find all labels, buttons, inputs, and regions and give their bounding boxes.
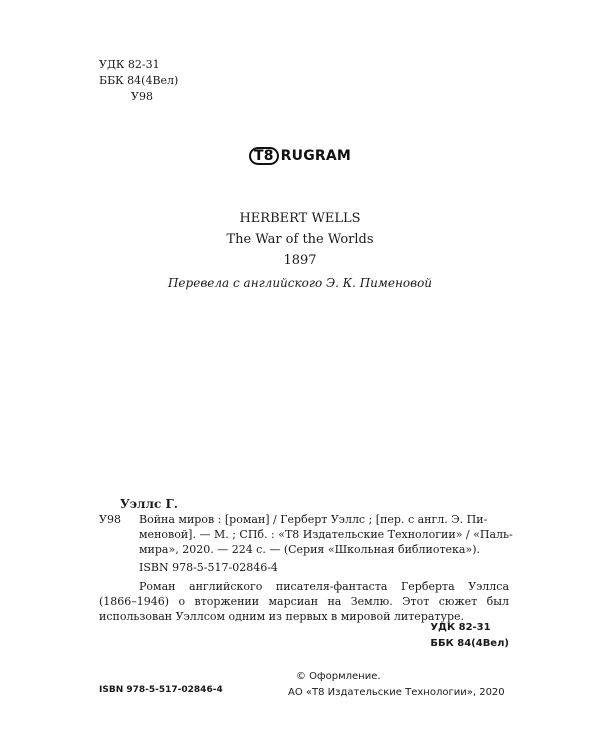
footer-isbn: ISBN 978-5-517-02846-4: [99, 685, 223, 695]
bibliographic-record: [99, 497, 513, 624]
bbk-code: ББК 84(4Вел): [99, 74, 179, 87]
classification-codes-footer: [430, 620, 509, 652]
biblio-line-2: меновой]. — М. ; СПб. : «Т8 Издательские Технологии» / «Паль-: [139, 528, 513, 541]
copyright-block: [288, 669, 505, 701]
author-mark: У98: [131, 90, 153, 103]
biblio-author: Уэллс Г.: [120, 497, 178, 511]
udk-code: УДК 82-31: [99, 58, 160, 71]
translator-credit: Перевела с английского Э. К. Пименовой: [167, 276, 433, 290]
biblio-main-row: [99, 512, 509, 527]
biblio-line-1: Война миров : [роман] / Герберт Уэллс ; [пер. с англ. Э. Пи-: [139, 513, 488, 526]
biblio-code: У98: [99, 513, 121, 526]
classification-codes-header: [99, 57, 178, 105]
biblio-annotation: Роман английского писателя-фантаста Герберта Уэллса (1866–1946) о вторжении марсиан на Землю. Этот сюжет был использован Уэллсом одним из первых в мировой литературе.: [99, 580, 509, 623]
footer-bbk: ББК 84(4Вел): [430, 638, 509, 649]
copyright-line-1: © Оформление.: [296, 671, 381, 682]
biblio-isbn: ISBN 978-5-517-02846-4: [139, 561, 278, 574]
publisher-logo: [0, 147, 600, 165]
logo-name: RUGRAM: [280, 148, 352, 164]
original-title-block: [0, 208, 600, 271]
original-year: 1897: [283, 253, 317, 268]
original-author: HERBERT WELLS: [239, 211, 361, 226]
biblio-line-3: мира», 2020. — 224 с. — (Серия «Школьная библиотека»).: [139, 543, 481, 556]
original-title: The War of the Worlds: [226, 232, 374, 247]
logo-mark: T8: [249, 147, 279, 165]
footer-udk: УДК 82-31: [430, 622, 491, 633]
copyright-line-2: АО «Т8 Издательские Технологии», 2020: [288, 687, 505, 698]
